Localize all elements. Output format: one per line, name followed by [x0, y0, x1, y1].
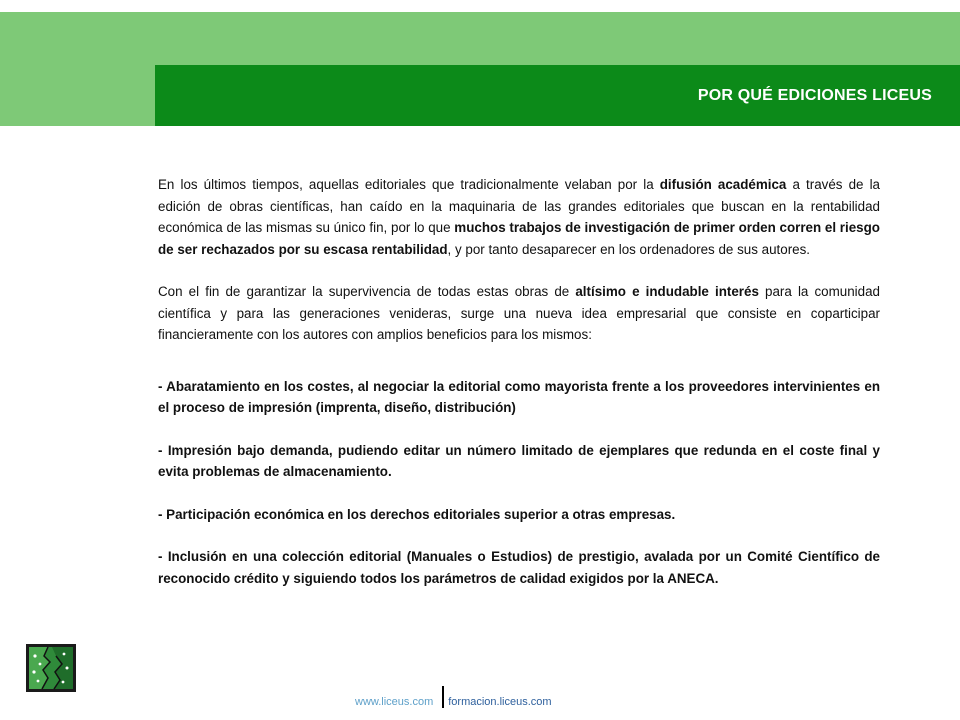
- main-content: [158, 174, 880, 589]
- emphasis-academic-diffusion: difusión académica: [659, 177, 787, 192]
- purpose-paragraph: Con el fin de garantizar la supervivencia de todas estas obras de altísimo e indudable interés para la comunidad científica y para las generaciones venideras, surge una nueva idea empresarial que consiste en coparticipar financieramente con los autores con amplios beneficios para los mismos:: [158, 284, 880, 342]
- emphasis-interest: altísimo e indudable interés: [575, 284, 759, 299]
- benefit-item-cost: - Abaratamiento en los costes, al negociar la editorial como mayorista frente a los proveedores intervinientes en el proceso de impresión (imprenta, diseño, distribución): [158, 378, 880, 415]
- page-title: POR QUÉ EDICIONES LICEUS: [697, 86, 932, 104]
- benefit-item-print-on-demand: - Impresión bajo demanda, pudiendo editar un número limitado de ejemplares que redunda en el coste final y evita problemas de almacenamiento.: [158, 442, 880, 479]
- liceus-logo-icon: [26, 644, 76, 692]
- benefit-item-royalties: - Participación económica en los derechos editoriales superior a otras empresas.: [158, 506, 676, 522]
- emphasis-research-risk: muchos trabajos de investigación de primer orden corren el riesgo de ser rechazados por su escasa rentabilidad: [158, 220, 880, 257]
- title-bar: [155, 65, 960, 126]
- website-link[interactable]: www.liceus.com: [355, 696, 434, 708]
- training-site-link[interactable]: formacion.liceus.com: [448, 696, 552, 708]
- footer-links: [355, 684, 552, 708]
- benefit-item-collection: - Inclusión en una colección editorial (Manuales o Estudios) de prestigio, avalada por un Comité Científico de reconocido crédito y siguiendo todos los parámetros de calidad exigidos por la ANECA.: [158, 549, 880, 586]
- footer-divider: [442, 686, 444, 708]
- intro-paragraph: En los últimos tiempos, aquellas editoriales que tradicionalmente velaban por la difusión académica a través de la edición de obras científicas, han caído en la maquinaria de las grandes editoriales que buscan en la rentabilidad económica de las mismas su único fin, por lo que muchos trabajos de investigación de primer orden corren el riesgo de ser rechazados por su escasa rentabilidad, y por tanto desaparecer en los ordenadores de sus autores.: [158, 177, 880, 257]
